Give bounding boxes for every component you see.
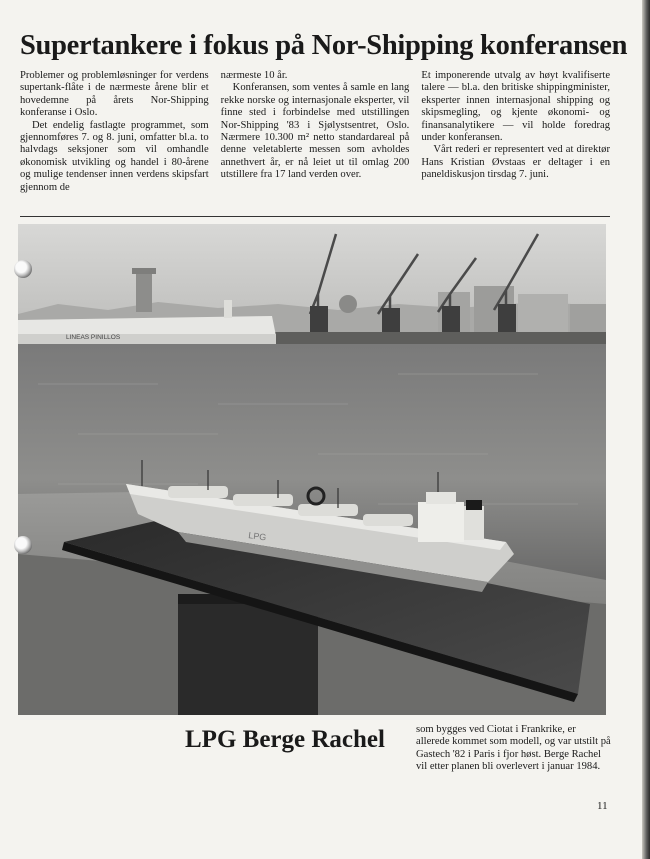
page-number: 11 xyxy=(597,800,608,812)
article-body xyxy=(20,70,610,210)
paragraph: Problemer og problemløsninger for verdens supertank-flåte i de nærmeste årene blir et hovedemne på årets Nor-Shipping konferanse i Oslo. xyxy=(20,70,209,119)
harbour-photo xyxy=(18,224,606,715)
paragraph: Det endelig fastlagte programmet, som gjennomføres 7. og 8. juni, omfatter bl.a. to halvdags seksjoner som vil omhandle økonomisk utvikling og handel i 80-årene og mulige tendenser innen verdens skipsfart gjennom de xyxy=(20,119,209,193)
photo-caption-title: LPG Berge Rachel xyxy=(185,726,385,753)
binder-hole xyxy=(14,260,32,278)
paragraph: Et imponerende utvalg av høyt kvalifiserte talere — bl.a. den britiske shippingminister, eksperter innen internasjonal shipping og skipsmegling, og kjente økonomi- og finansanalytikere — vil holde foredrag under konferansen. xyxy=(421,70,611,144)
binder-hole xyxy=(14,536,32,554)
article-headline: Supertankere i fokus på Nor-Shipping konferansen xyxy=(20,30,628,61)
paragraph: Vårt rederi er representert ved at direktør Hans Kristian Øvstaas er deltager i en paneldiskusjon tirsdag 7. juni. xyxy=(421,144,611,181)
paragraph: Konferansen, som ventes å samle en lang rekke norske og internasjonale eksperter, vil finne sted i forbindelse med utstillingen Nor-Shipping '83 i Sjølystsentret, Oslo. Nærmere 10.300 m² netto standardareal på denne veletablerte messen som avholdes annethvert år, er nå leiet ut til omlag 200 utstillere fra 17 land verden over. xyxy=(220,82,410,181)
ship-hull-lettering: LINEAS PINILLOS xyxy=(66,334,121,341)
harbour-photo-illustration xyxy=(18,224,606,715)
article-column-3 xyxy=(421,70,610,210)
article-column-1 xyxy=(20,70,209,210)
section-divider xyxy=(20,216,610,217)
page-edge-shadow xyxy=(642,0,650,859)
model-hull-lettering: LPG xyxy=(247,530,267,543)
photo-caption-text: som bygges ved Ciotat i Frankrike, er allerede kommet som modell, og var utstilt på Gastech '82 i Paris i fjor høst. Berge Rachel vil etter planen bli overlevert i januar 1984. xyxy=(416,724,611,773)
article-column-2 xyxy=(221,70,410,210)
paragraph: nærmeste 10 år. xyxy=(220,70,288,81)
